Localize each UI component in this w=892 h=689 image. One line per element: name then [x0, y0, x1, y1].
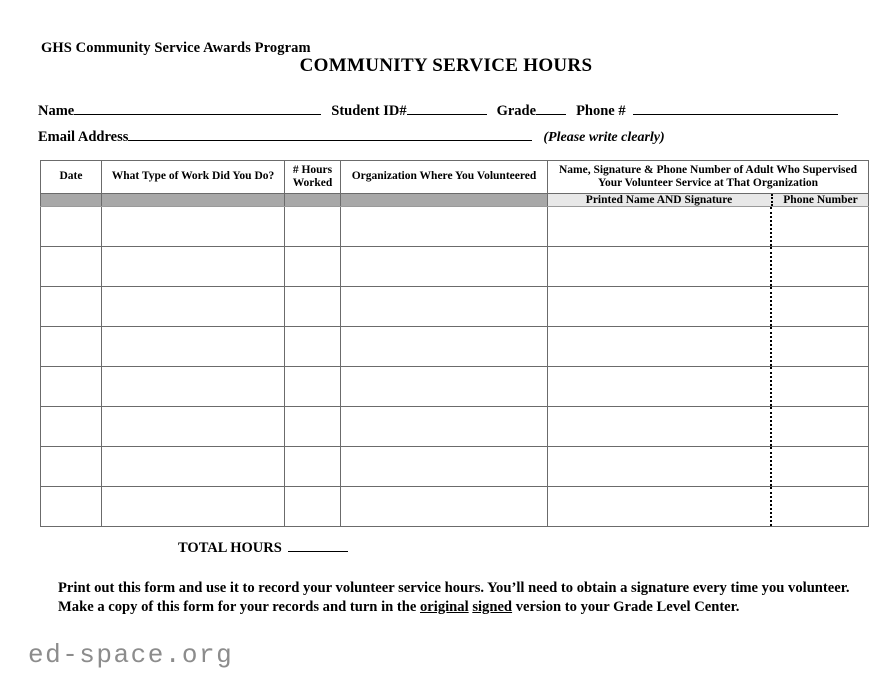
- subheader-phone-number: Phone Number: [783, 193, 858, 206]
- instructions-emphasis-signed: signed: [472, 598, 513, 615]
- cell-printed-name-signature[interactable]: [548, 447, 772, 486]
- cell-printed-name-signature[interactable]: [548, 247, 772, 286]
- phone-label: Phone #: [576, 103, 626, 119]
- cell-date[interactable]: [41, 446, 102, 486]
- cell-work-type[interactable]: [102, 246, 285, 286]
- cell-organization[interactable]: [341, 286, 548, 326]
- phone-input[interactable]: [633, 101, 838, 115]
- hours-header-line-1: # Hours: [292, 164, 333, 176]
- table-head: [41, 161, 869, 207]
- instructions-text-part2: version to your Grade Level Center.: [512, 598, 740, 615]
- supervisor-subheader-inner: [548, 194, 868, 206]
- program-title: GHS Community Service Awards Program: [41, 40, 311, 56]
- cell-supervisor: [548, 286, 869, 326]
- supervisor-split: [548, 367, 868, 406]
- table-row[interactable]: [41, 326, 869, 366]
- total-hours-row: [178, 538, 348, 557]
- table-row[interactable]: [41, 206, 869, 246]
- cell-printed-name-signature[interactable]: [548, 207, 772, 246]
- cell-date[interactable]: [41, 206, 102, 246]
- table-row[interactable]: [41, 366, 869, 406]
- cell-hours-worked[interactable]: [285, 446, 341, 486]
- form-row-identity: [38, 101, 838, 120]
- column-header-organization: Organization Where You Volunteered: [341, 161, 548, 194]
- cell-supervisor-phone[interactable]: [772, 247, 868, 286]
- column-header-hours-worked: [285, 161, 341, 194]
- cell-supervisor: [548, 406, 869, 446]
- supervisor-split: [548, 407, 868, 446]
- cell-organization[interactable]: [341, 246, 548, 286]
- cell-organization[interactable]: [341, 486, 548, 526]
- cell-work-type[interactable]: [102, 206, 285, 246]
- table-header-row: [41, 161, 869, 194]
- supervisor-split: [548, 287, 868, 326]
- table-row[interactable]: [41, 446, 869, 486]
- table-row[interactable]: [41, 406, 869, 446]
- cell-work-type[interactable]: [102, 326, 285, 366]
- grade-input[interactable]: [536, 101, 566, 115]
- cell-hours-worked[interactable]: [285, 326, 341, 366]
- cell-work-type[interactable]: [102, 446, 285, 486]
- cell-supervisor-phone[interactable]: [772, 407, 868, 446]
- cell-date[interactable]: [41, 286, 102, 326]
- cell-supervisor: [548, 366, 869, 406]
- cell-work-type[interactable]: [102, 366, 285, 406]
- cell-organization[interactable]: [341, 206, 548, 246]
- band-cell-hours: [285, 193, 341, 206]
- cell-organization[interactable]: [341, 326, 548, 366]
- form-row-email: [38, 127, 665, 146]
- cell-supervisor-phone[interactable]: [772, 327, 868, 366]
- total-hours-input[interactable]: [288, 538, 348, 552]
- instructions-text-part1: Print out this form and use it to record your volunteer service hours. You’ll need to obtain a signature every time you volunteer. Make a copy of this form for your records and turn in the: [58, 580, 850, 615]
- site-watermark: ed-space.org: [28, 640, 234, 670]
- cell-hours-worked[interactable]: [285, 486, 341, 526]
- cell-hours-worked[interactable]: [285, 286, 341, 326]
- email-label: Email Address: [38, 129, 129, 145]
- cell-organization[interactable]: [341, 446, 548, 486]
- cell-date[interactable]: [41, 366, 102, 406]
- cell-hours-worked[interactable]: [285, 246, 341, 286]
- grade-label: Grade: [496, 103, 537, 119]
- cell-supervisor-phone[interactable]: [772, 367, 868, 406]
- cell-date[interactable]: [41, 326, 102, 366]
- band-cell-work: [102, 193, 285, 206]
- table-row[interactable]: [41, 246, 869, 286]
- cell-supervisor-phone[interactable]: [772, 287, 868, 326]
- email-input[interactable]: [128, 127, 532, 141]
- cell-hours-worked[interactable]: [285, 366, 341, 406]
- supervisor-split: [548, 447, 868, 486]
- cell-organization[interactable]: [341, 406, 548, 446]
- cell-supervisor: [548, 486, 869, 526]
- supervisor-split: [548, 207, 868, 246]
- supervisor-subheader-cell: [548, 193, 869, 206]
- cell-printed-name-signature[interactable]: [548, 327, 772, 366]
- supervisor-split: [548, 487, 868, 526]
- cell-work-type[interactable]: [102, 286, 285, 326]
- cell-printed-name-signature[interactable]: [548, 407, 772, 446]
- cell-supervisor: [548, 206, 869, 246]
- document-title: COMMUNITY SERVICE HOURS: [299, 55, 593, 76]
- hours-header-line-2: Worked: [292, 176, 333, 189]
- supervisor-split: [548, 327, 868, 366]
- cell-supervisor: [548, 246, 869, 286]
- name-label: Name: [38, 103, 75, 119]
- table-subheader-row: [41, 193, 869, 206]
- band-cell-organization: [341, 193, 548, 206]
- cell-supervisor: [548, 446, 869, 486]
- cell-supervisor: [548, 326, 869, 366]
- band-cell-date: [41, 193, 102, 206]
- cell-supervisor-phone[interactable]: [772, 447, 868, 486]
- column-header-supervisor: [548, 161, 869, 194]
- table-row[interactable]: [41, 486, 869, 526]
- name-input[interactable]: [74, 101, 321, 115]
- supervisor-split: [548, 247, 868, 286]
- column-header-date: Date: [41, 161, 102, 194]
- cell-printed-name-signature[interactable]: [548, 287, 772, 326]
- instructions-paragraph: [58, 579, 858, 616]
- cell-date[interactable]: [41, 486, 102, 526]
- instructions-emphasis-original: original: [420, 598, 469, 615]
- student-id-label: Student ID#: [331, 103, 407, 119]
- table-row[interactable]: [41, 286, 869, 326]
- cell-work-type[interactable]: [102, 406, 285, 446]
- table-body: [41, 206, 869, 526]
- cell-supervisor-phone[interactable]: [772, 487, 868, 526]
- student-id-input[interactable]: [407, 101, 487, 115]
- cell-supervisor-phone[interactable]: [772, 207, 868, 246]
- supervisor-header-line-2: Your Volunteer Service at That Organization: [597, 176, 819, 189]
- total-hours-label: TOTAL HOURS: [178, 540, 282, 556]
- subheader-printed-name: Printed Name AND Signature: [548, 194, 773, 206]
- cell-date[interactable]: [41, 246, 102, 286]
- cell-printed-name-signature[interactable]: [548, 487, 772, 526]
- cell-date[interactable]: [41, 406, 102, 446]
- cell-hours-worked[interactable]: [285, 206, 341, 246]
- hours-table-wrapper: [40, 160, 858, 527]
- cell-hours-worked[interactable]: [285, 406, 341, 446]
- supervisor-header-line-1: Name, Signature & Phone Number of Adult Who Supervised: [558, 164, 858, 176]
- cell-printed-name-signature[interactable]: [548, 367, 772, 406]
- cell-organization[interactable]: [341, 366, 548, 406]
- email-note: (Please write clearly): [543, 130, 665, 145]
- community-service-hours-table: [40, 160, 869, 527]
- column-header-work-type: What Type of Work Did You Do?: [102, 161, 285, 194]
- cell-work-type[interactable]: [102, 486, 285, 526]
